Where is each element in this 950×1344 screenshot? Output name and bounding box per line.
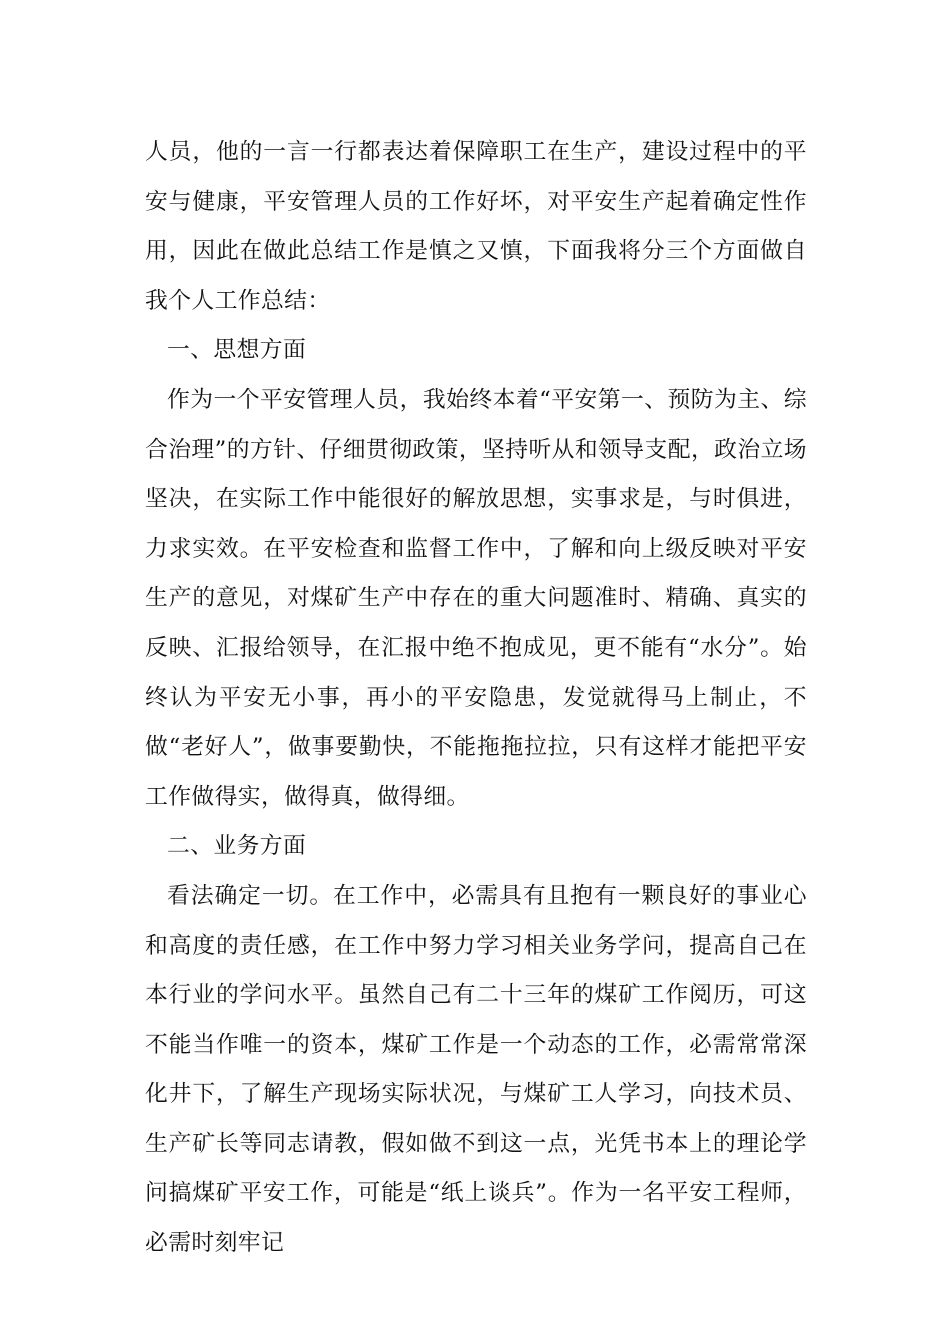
- paragraph-thought: 作为一个平安管理人员，我始终本着“平安第一、预防为主、综合治理”的方针、仔细贯彻政策，坚持听从和领导支配，政治立场坚决，在实际工作中能很好的解放思想，实事求是，与时俱进，力求实效。在平安检查和监督工作中，了解和向上级反映对平安生产的意见，对煤矿生产中存在的重大问题准时、精确、真实的反映、汇报给领导，在汇报中绝不抱成见，更不能有“水分”。始终认为平安无小事，再小的平安隐患，发觉就得马上制止，不做“老好人”，做事要勤快，不能拖拖拉拉，只有这样才能把平安工作做得实，做得真，做得细。: [145, 386, 807, 810]
- section-heading-business: 二、业务方面: [167, 833, 307, 860]
- paragraph-intro: 人员，他的一言一行都表达着保障职工在生产，建设过程中的平安与健康，平安管理人员的工作好坏，对平安生产起着确定性作用，因此在做此总结工作是慎之又慎，下面我将分三个方面做自我个人工作总结：: [145, 139, 807, 314]
- paragraph-business: 看法确定一切。在工作中，必需具有且抱有一颗良好的事业心和高度的责任感，在工作中努力学习相关业务学问，提高自己在本行业的学问水平。虽然自己有二十三年的煤矿工作阅历，可这不能当作唯一的资本，煤矿工作是一个动态的工作，必需常常深化井下，了解生产现场实际状况，与煤矿工人学习，向技术员、生产矿长等同志请教，假如做不到这一点，光凭书本上的理论学问搞煤矿平安工作，可能是“纸上谈兵”。作为一名平安工程师，必需时刻牢记: [145, 882, 807, 1257]
- document-body: [145, 128, 807, 1269]
- section-heading-thought: 一、思想方面: [167, 337, 307, 364]
